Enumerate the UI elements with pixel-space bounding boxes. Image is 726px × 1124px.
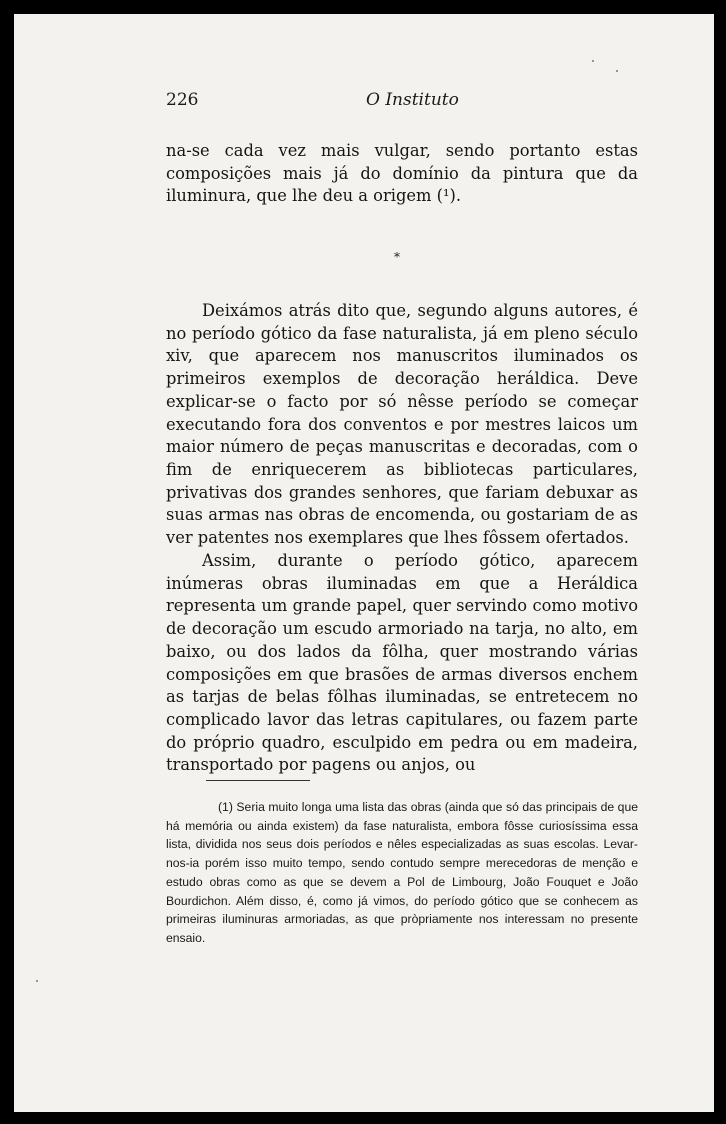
section-separator: *	[394, 250, 400, 264]
footnote-rule	[206, 780, 310, 781]
page-speck	[616, 70, 618, 72]
continuation-paragraph: na-se cada vez mais vulgar, sendo portanto estas composições mais já do domínio da pintura que da iluminura, que lhe deu a origem (¹).	[166, 141, 638, 206]
page-speck	[592, 60, 594, 62]
page-number: 226	[166, 90, 199, 110]
page-speck	[36, 980, 38, 982]
running-title: O Instituto	[366, 90, 459, 110]
footnote: (1) Seria muito longa uma lista das obras (ainda que só das principais de que há memória ou ainda existem) da fase naturalista, embora fôsse curiosíssima essa lista, dividida nos seus dois períodos e nêles especializadas as suas escolas. Levar-nos-ia porém isso muito tempo, sendo contudo sempre merecedoras de menção e estudo obras como as que se devem a Pol de Limbourg, João Fouquet e João Bourdichon. Além disso, é, como já vimos, do período gótico que se conhecem as primeiras iluminuras armoriadas, as que pròpriamente nos interessam no presente ensaio.	[166, 800, 638, 945]
page-header	[14, 90, 714, 118]
paragraph-1: Deixámos atrás dito que, segundo alguns autores, é no período gótico da fase naturalista, já em pleno século xiv, que aparecem nos manuscritos iluminados os primeiros exemplos de decoração heráldica. Deve explicar-se o facto por só nêsse período se começar executando fora dos conventos e por mestres laicos um maior número de peças manuscritas e decoradas, com o fim de enriquecerem as bibliotecas particulares, privativas dos grandes senhores, que fariam debuxar as suas armas nas obras de encomenda, ou gostariam de as ver patentes nos exemplares que lhes fôssem ofertados.	[166, 301, 638, 548]
book-page	[14, 14, 714, 1112]
paragraph-2: Assim, durante o período gótico, aparecem inúmeras obras iluminadas em que a Heráldica representa um grande papel, quer servindo como motivo de decoração um escudo armoriado na tarja, no alto, em baixo, ou dos lados da fôlha, quer mostrando várias composições em que brasões de armas diversos enchem as tarjas de belas fôlhas iluminadas, se entretecem no complicado lavor das letras capitulares, ou fazem parte do próprio quadro, esculpido em pedra ou em madeira, transportado por pagens ou anjos, ou	[166, 551, 638, 775]
